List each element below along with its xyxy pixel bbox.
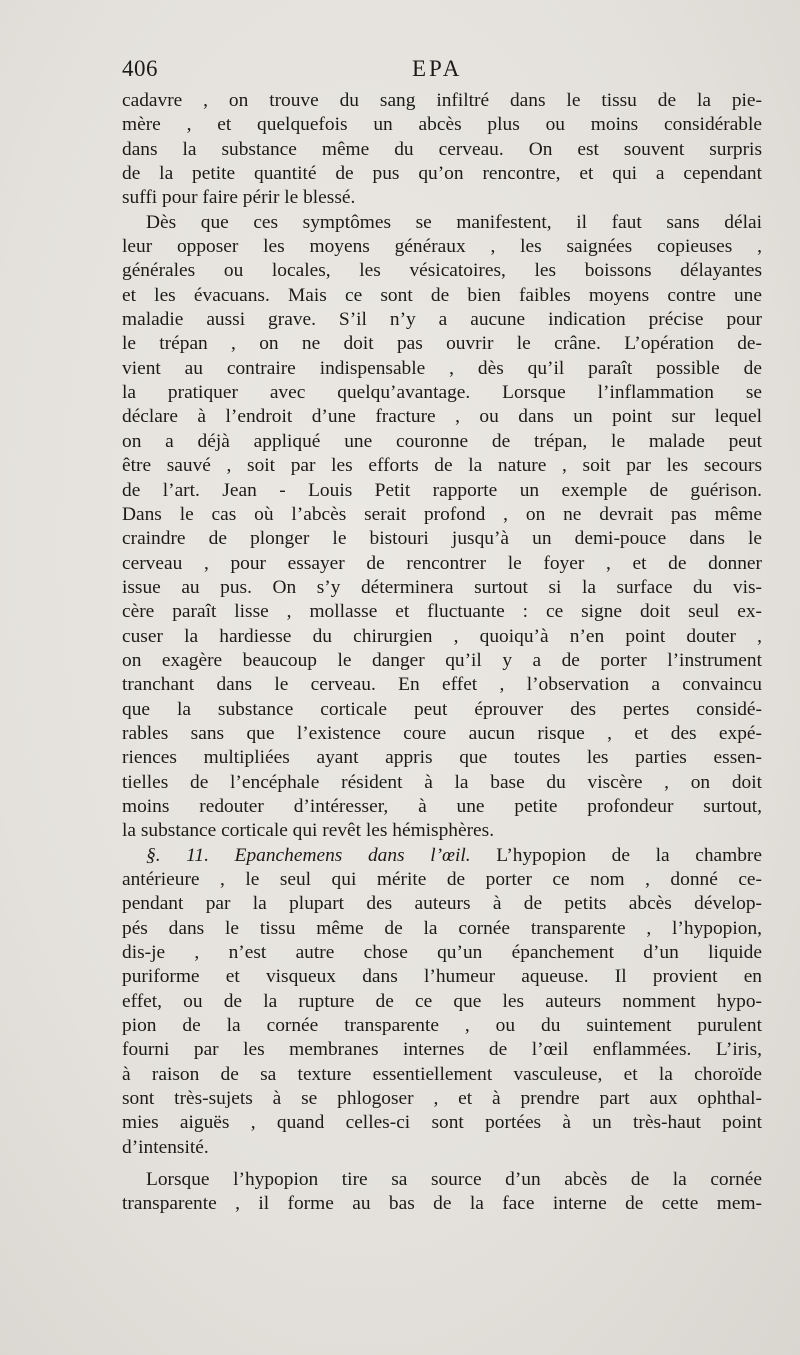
text-line: rables sans que l’existence coure aucun risque , et des expé- <box>122 722 762 744</box>
text-line: fourni par les membranes internes de l’œil enflammées. L’iris, <box>122 1039 762 1061</box>
page-number: 406 <box>122 56 158 81</box>
text-line: pendant par la plupart des auteurs à de petits abcès dévelop- <box>122 893 762 915</box>
text-line: transparente , il forme au bas de la face interne de cette mem- <box>122 1193 762 1215</box>
text-line: on exagère beaucoup le danger qu’il y a de porter l’instrument <box>122 649 762 671</box>
text-line: pés dans le tissu même de la cornée transparente , l’hypopion, <box>122 917 762 939</box>
text-line: cère paraît lisse , mollasse et fluctuante : ce signe doit seul ex- <box>122 601 762 623</box>
text-line: on a déjà appliqué une couronne de trépan, le malade peut <box>122 430 762 452</box>
text-line: générales ou locales, les vésicatoires, les boissons délayantes <box>122 260 762 282</box>
text-line: tielles de l’encéphale résident à la base du viscère , on doit <box>122 771 762 793</box>
text-line: tranchant dans le cerveau. En effet , l’observation a convaincu <box>122 674 762 696</box>
text-line: maladie aussi grave. S’il n’y a aucune indication précise pour <box>122 309 762 331</box>
text-line: cuser la hardiesse du chirurgien , quoiqu’à n’en point douter , <box>122 625 762 647</box>
page-header <box>122 56 762 90</box>
section-heading: §. 11. Epanchemens dans l’œil. <box>146 844 471 866</box>
text-line: être sauvé , soit par les efforts de la nature , soit par les secours <box>122 455 762 477</box>
text-line: sont très-sujets à se phlogoser , et à prendre part aux ophthal- <box>122 1088 762 1110</box>
text-line: déclare à l’endroit d’une fracture , ou dans un point sur lequel <box>122 406 762 428</box>
text-line: suffi pour faire périr le blessé. <box>122 187 356 209</box>
text-line: craindre de plonger le bistouri jusqu’à un demi-pouce dans le <box>122 528 762 550</box>
text-line: et les évacuans. Mais ce sont de bien faibles moyens contre une <box>122 284 762 306</box>
text-line: cerveau , pour essayer de rencontrer le foyer , et de donner <box>122 552 762 574</box>
text-line: Dès que ces symptômes se manifestent, il faut sans délai <box>146 211 762 233</box>
text-line <box>122 844 762 868</box>
text-line: mère , et quelquefois un abcès plus ou moins considérable <box>122 114 762 136</box>
text-line: antérieure , le seul qui mérite de porter ce nom , donné ce- <box>122 869 762 890</box>
running-head: EPA <box>412 56 463 81</box>
text-line: vient au contraire indispensable , dès qu’il paraît possible de <box>122 357 762 379</box>
text-line: cadavre , on trouve du sang infiltré dans le tissu de la pie- <box>122 90 762 111</box>
text-line: dis-je , n’est autre chose qu’un épanchement d’un liquide <box>122 942 762 964</box>
text-line: Lorsque l’hypopion tire sa source d’un abcès de la cornée <box>146 1169 762 1191</box>
text-fragment: L’hypopion de la chambre <box>470 844 762 866</box>
text-line: mies aiguës , quand celles-ci sont portées à un très-haut point <box>122 1112 762 1134</box>
text-line: dans la substance même du cerveau. On est souvent surpris <box>122 138 762 160</box>
text-line: le trépan , on ne doit pas ouvrir le crâne. L’opération de- <box>122 333 762 355</box>
text-line: de la petite quantité de pus qu’on rencontre, et qui a cependant <box>122 163 762 185</box>
text-line: moins redouter d’intéresser, à une petite profondeur surtout, <box>122 795 762 817</box>
text-line: que la substance corticale peut éprouver des pertes considé- <box>122 698 762 720</box>
text-line: Dans le cas où l’abcès serait profond , on ne devrait pas même <box>122 503 762 525</box>
text-line: pion de la cornée transparente , ou du suintement purulent <box>122 1015 762 1037</box>
text-line: effet, ou de la rupture de ce que les auteurs nomment hypo- <box>122 990 762 1012</box>
text-line: à raison de sa texture essentiellement vasculeuse, et la choroïde <box>122 1063 762 1085</box>
text-line: la pratiquer avec quelqu’avantage. Lorsque l’inflammation se <box>122 382 762 404</box>
text-line: riences multipliées ayant appris que toutes les parties essen- <box>122 747 762 769</box>
text-line: leur opposer les moyens généraux , les saignées copieuses , <box>122 236 762 258</box>
text-line: d’intensité. <box>122 1136 209 1158</box>
text-line: de l’art. Jean - Louis Petit rapporte un exemple de guérison. <box>122 479 762 501</box>
text-line: puriforme et visqueux dans l’humeur aqueuse. Il provient en <box>122 966 762 988</box>
body-text <box>122 89 762 1217</box>
text-line: issue au pus. On s’y déterminera surtout si la surface du vis- <box>122 576 762 598</box>
text-line: la substance corticale qui revêt les hémisphères. <box>122 820 495 842</box>
paragraph-gap <box>122 1160 762 1168</box>
